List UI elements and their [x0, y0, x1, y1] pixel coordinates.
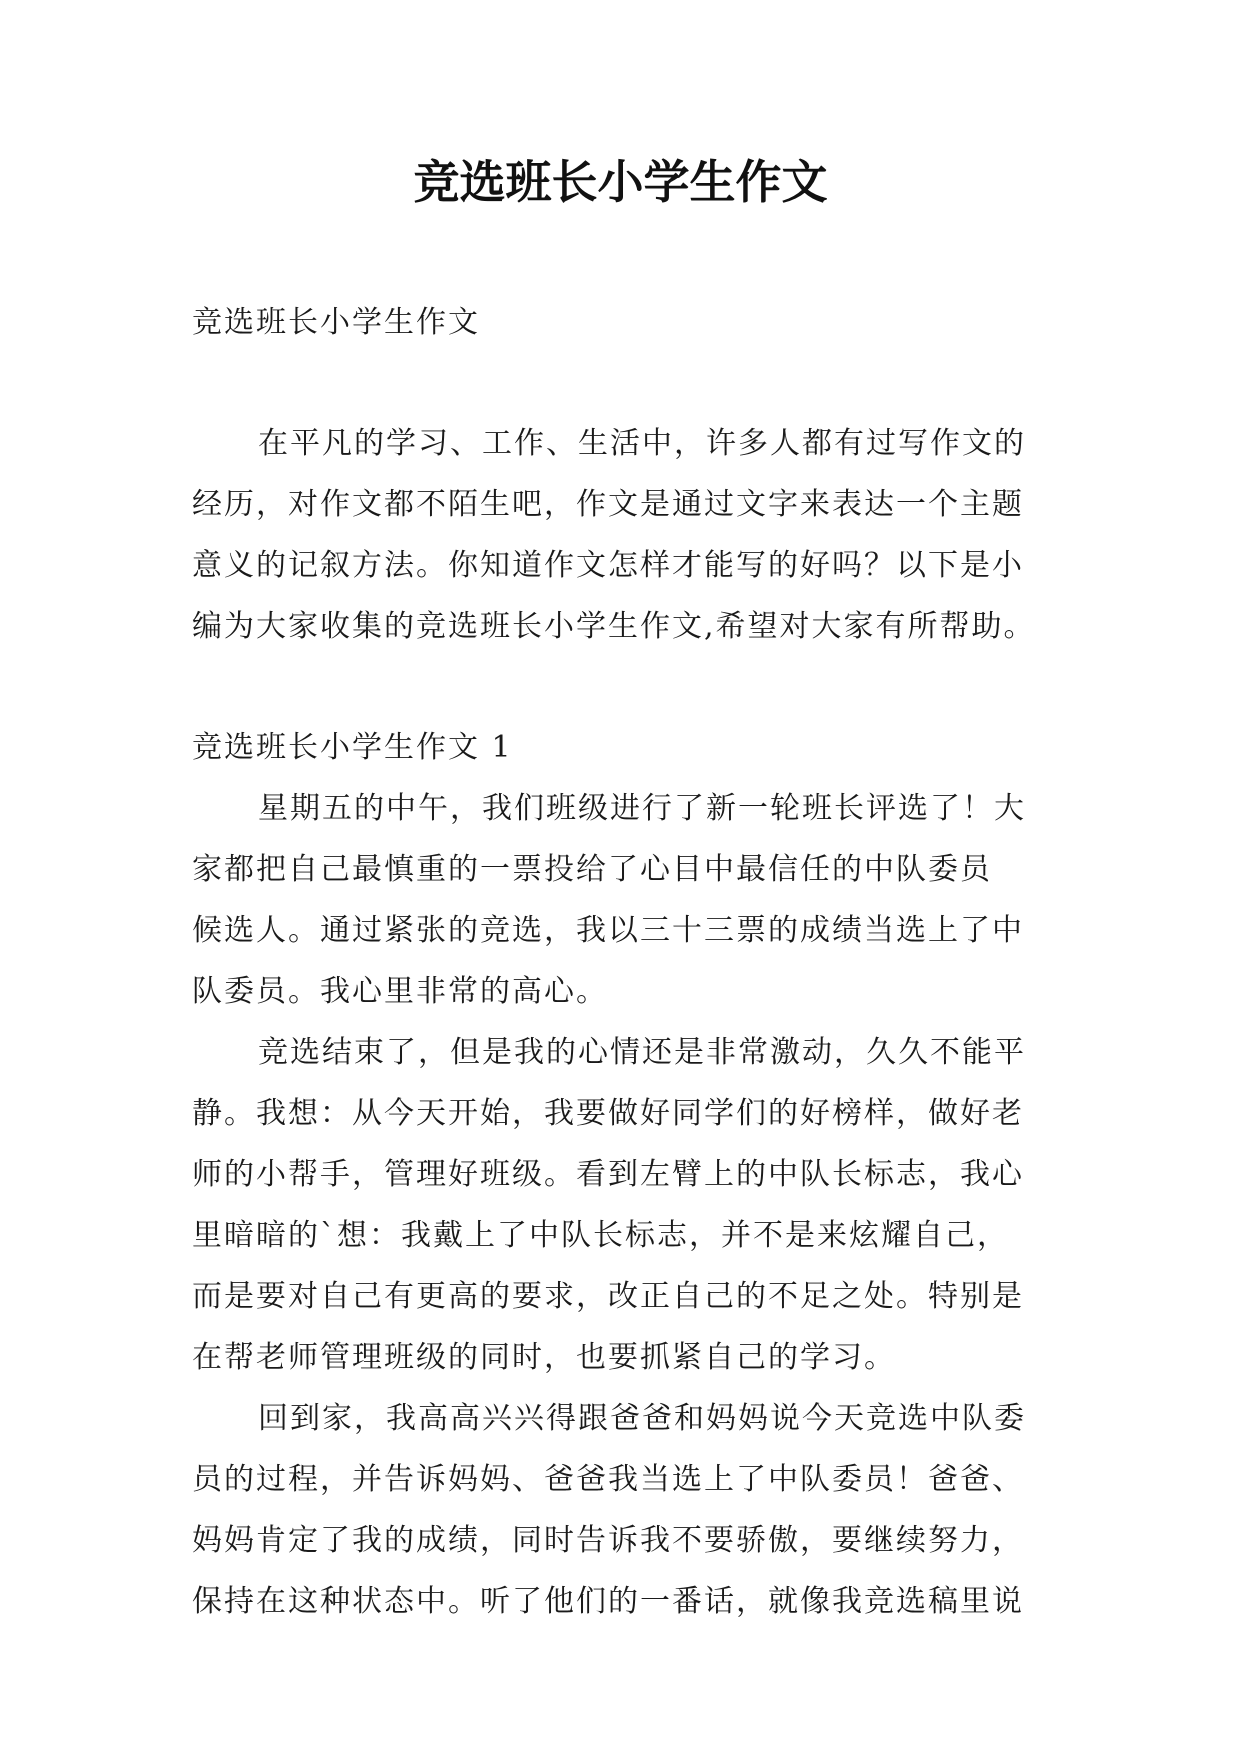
text-line: 在平凡的学习、工作、生活中，许多人都有过写作文的 — [258, 426, 1026, 461]
document-title: 竞选班长小学生作文 — [413, 155, 828, 209]
text-line: 家都把自己最慎重的一票投给了心目中最信任的中队委员 — [192, 852, 992, 887]
text-line: 候选人。通过紧张的竞选，我以三十三票的成绩当选上了中 — [192, 913, 1024, 948]
spacer — [192, 353, 1062, 413]
text-line: 而是要对自己有更高的要求，改正自己的不足之处。特别是 — [192, 1279, 1024, 1314]
text-line: 经历，对作文都不陌生吧，作文是通过文字来表达一个主题 — [192, 487, 1024, 522]
text-line: 在帮老师管理班级的同时，也要抓紧自己的学习。 — [192, 1340, 896, 1375]
paragraph-1 — [192, 778, 1062, 1022]
text-line: 里暗暗的`想：我戴上了中队长标志，并不是来炫耀自己， — [192, 1218, 1009, 1253]
text-line: 回到家，我高高兴兴得跟爸爸和妈妈说今天竞选中队委 — [258, 1401, 1026, 1436]
text-line: 队委员。我心里非常的高心。 — [192, 974, 608, 1009]
text-line: 星期五的中午，我们班级进行了新一轮班长评选了！大 — [258, 791, 1026, 826]
paragraph-2 — [192, 1022, 1062, 1388]
text-line: 师的小帮手，管理好班级。看到左臂上的中队长标志，我心 — [192, 1157, 1024, 1192]
text-line: 静。我想：从今天开始，我要做好同学们的好榜样，做好老 — [192, 1096, 1024, 1131]
text-line: 妈妈肯定了我的成绩，同时告诉我不要骄傲，要继续努力， — [192, 1523, 1024, 1558]
text-line: 意义的记叙方法。你知道作文怎样才能写的好吗？以下是小 — [192, 548, 1024, 583]
text-line: 保持在这种状态中。听了他们的一番话，就像我竞选稿里说 — [192, 1584, 1024, 1619]
essay-heading: 竞选班长小学生作文 1 — [192, 730, 513, 765]
paragraph-3 — [192, 1388, 1062, 1632]
document-body — [192, 292, 1062, 1632]
intro-paragraph — [192, 413, 1062, 657]
text-line: 竞选结束了，但是我的心情还是非常激动，久久不能平 — [258, 1035, 1026, 1070]
text-line: 员的过程，并告诉妈妈、爸爸我当选上了中队委员！爸爸、 — [192, 1462, 1024, 1497]
spacer — [192, 657, 1062, 717]
text-line: 编为大家收集的竞选班长小学生作文,希望对大家有所帮助。 — [192, 609, 1036, 644]
subtitle: 竞选班长小学生作文 — [192, 305, 480, 340]
